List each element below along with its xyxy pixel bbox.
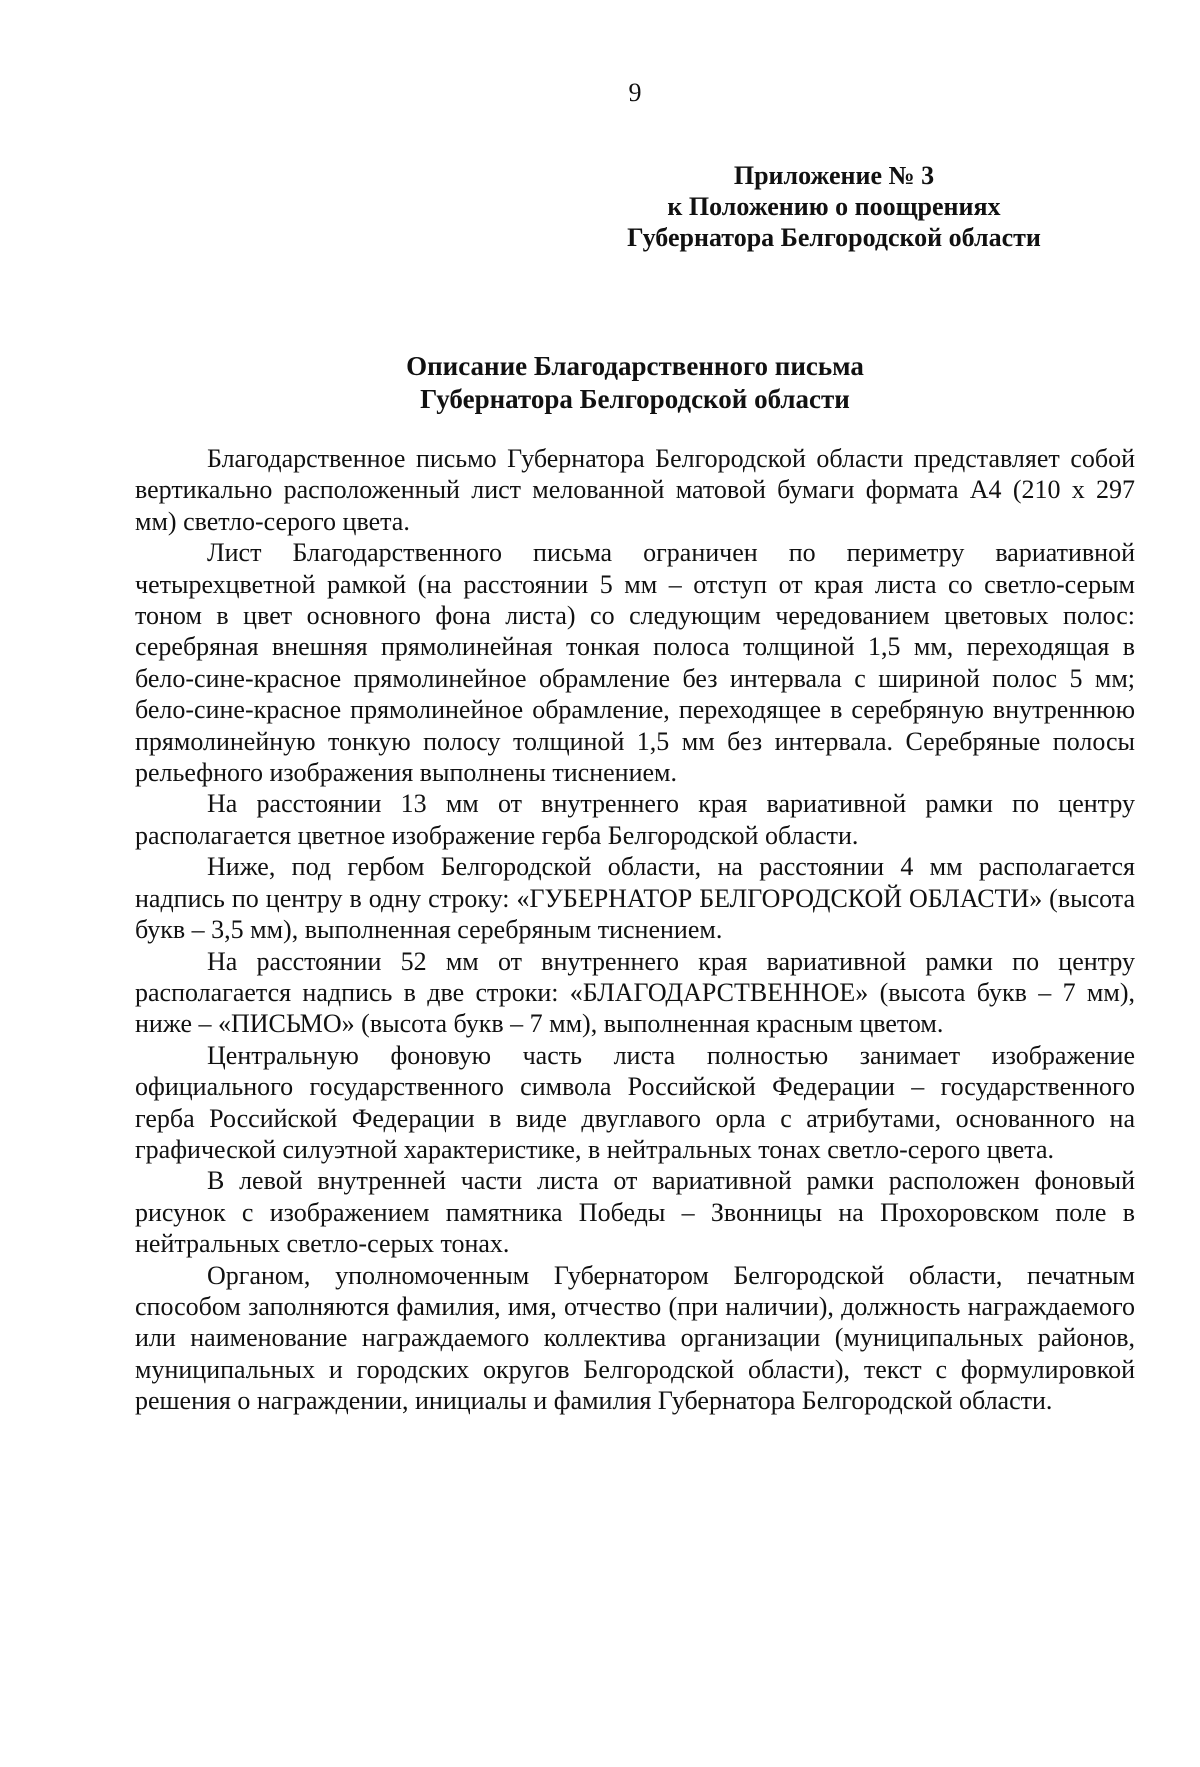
appendix-line-1: Приложение № 3 (733, 161, 935, 190)
document-body (135, 443, 1135, 1417)
document-title (0, 350, 1200, 416)
title-line-1: Описание Благодарственного письма (406, 351, 864, 381)
paragraph: Ниже, под гербом Белгородской области, на расстоянии 4 мм располагается надпись по центру в одну строку: «ГУБЕРНАТОР БЕЛГОРОДСКОЙ ОБЛАСТИ» (высота букв – 3,5 мм), выполненная серебряным тиснением. (135, 852, 1135, 945)
paragraph: Органом, уполномоченным Губернатором Белгородской области, печатным способом заполняются фамилия, имя, отчество (при наличии), должность награждаемого или наименование награждаемого коллектива организации (муниципальных районов, муниципальных и городских округов Белгородской области), текст с формулировкой решения о награждении, инициалы и фамилия Губернатора Белгородской области. (135, 1260, 1135, 1416)
paragraph: Центральную фоновую часть листа полностью занимает изображение официального государственного символа Российской Федерации – государственного герба Российской Федерации в виде двуглавого орла с атрибутами, основанного на графической силуэтной характеристике, в нейтральных тонах светло-серого цвета. (135, 1040, 1135, 1164)
page-number: 9 (628, 78, 642, 107)
title-line-2: Губернатора Белгородской области (420, 384, 850, 414)
paragraph: На расстоянии 52 мм от внутреннего края вариативной рамки по центру располагается надпись в две строки: «БЛАГОДАРСТВЕННОЕ» (высота букв – 7 мм), ниже – «ПИСЬМО» (высота букв – 7 мм), выполненная красным цветом. (135, 946, 1135, 1039)
paragraph: В левой внутренней части листа от вариативной рамки расположен фоновый рисунок с изображением памятника Победы – Звонницы на Прохоровском поле в нейтральных светло-серых тонах. (135, 1166, 1135, 1259)
appendix-line-2: к Положению о поощрениях (667, 192, 1001, 221)
appendix-line-3: Губернатора Белгородской области (627, 223, 1041, 252)
paragraph: Благодарственное письмо Губернатора Белгородской области представляет собой вертикально расположенный лист мелованной матовой бумаги формата А4 (210 х 297 мм) светло-серого цвета. (135, 444, 1135, 536)
paragraph: На расстоянии 13 мм от внутреннего края вариативной рамки по центру располагается цветное изображение герба Белгородской области. (135, 789, 1135, 850)
paragraph: Лист Благодарственного письма ограничен по периметру вариативной четырехцветной рамкой (на расстоянии 5 мм – отступ от края листа со светло-серым тоном в цвет основного фона листа) со следующим чередованием цветовых полос: серебряная внешняя прямолинейная тонкая полоса толщиной 1,5 мм, переходящая в бело-сине-красное прямолинейное обрамление без интервала с шириной полос 5 мм; бело-сине-красное прямолинейное обрамление, переходящее в серебряную внутреннюю прямолинейную тонкую полосу толщиной 1,5 мм без интервала. Серебряные полосы рельефного изображения выполнены тиснением. (135, 538, 1135, 788)
appendix-header (554, 160, 1114, 253)
